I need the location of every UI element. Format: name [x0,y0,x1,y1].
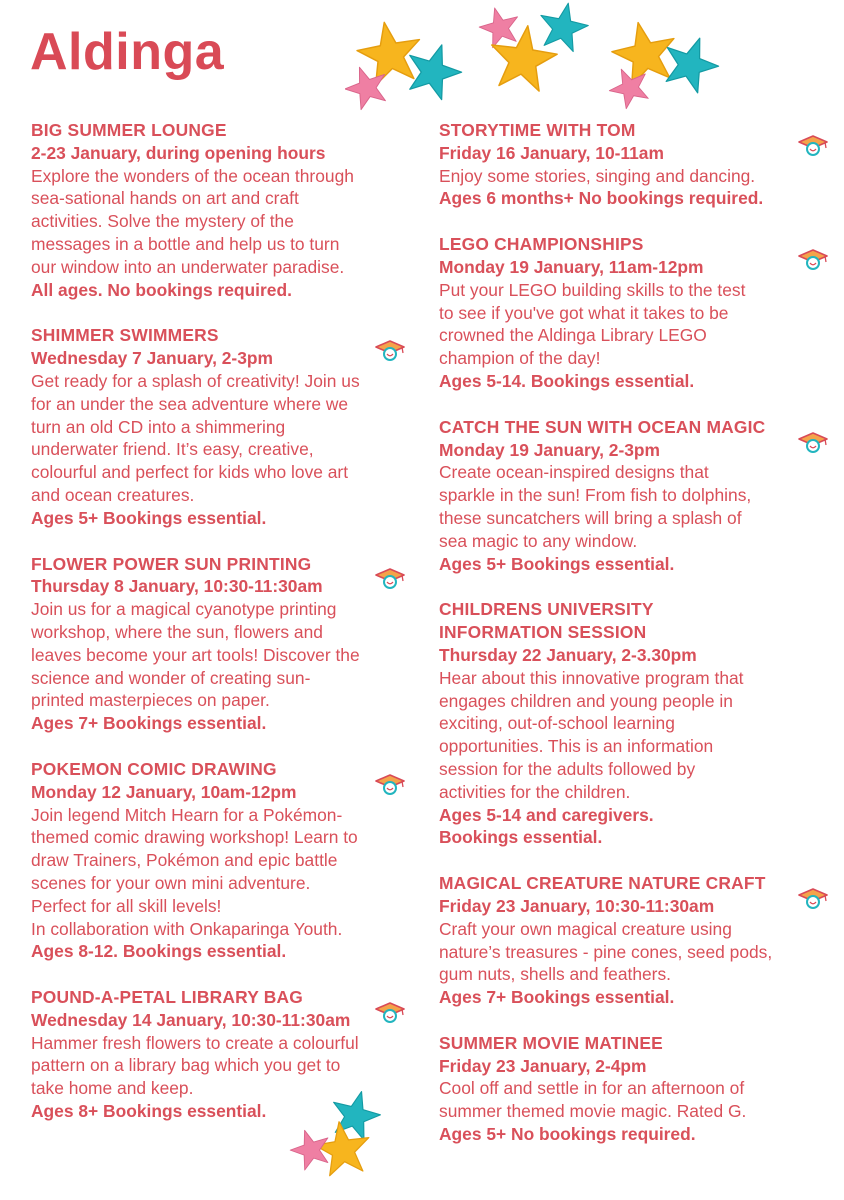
event-date: Friday 16 January, 10-11am [439,142,664,163]
event-catch-the-sun-with-ocean-magic [439,416,829,576]
event-description: Join us for a magical cyanotype printing [31,599,337,620]
event-description: In collaboration with Onkaparinga Youth. [31,918,343,939]
event-description: session for the adults followed by [439,758,696,779]
event-lego-championships [439,233,829,393]
event-booking-note: Ages 6 months+ No bookings required. [439,188,764,209]
event-pokemon-comic-drawing [31,758,406,963]
event-description: champion of the day! [439,348,601,369]
event-description: and ocean creatures. [31,484,195,505]
event-date: Wednesday 7 January, 2-3pm [31,348,273,369]
event-date: Monday 19 January, 2-3pm [439,439,660,460]
event-booking-note: Ages 7+ Bookings essential. [31,713,267,734]
event-description: sea magic to any window. [439,530,638,551]
event-description: underwater friend. It’s easy, creative, [31,439,314,460]
event-title: CATCH THE SUN WITH OCEAN MAGIC [439,416,766,437]
event-title: POKEMON COMIC DRAWING [31,758,277,779]
event-description: sparkle in the sun! From fish to dolphins, [439,485,752,506]
event-description: take home and keep. [31,1078,194,1099]
event-description: science and wonder of creating sun- [31,667,311,688]
event-description: Put your LEGO building skills to the test [439,279,746,300]
event-description: messages in a bottle and help us to turn [31,233,340,254]
starfish-icon [476,3,524,50]
event-booking-note: Ages 5-14. Bookings essential. [439,370,695,391]
event-description: exciting, out-of-school learning [439,713,675,734]
event-date: Friday 23 January, 10:30-11:30am [439,895,715,916]
event-shimmer-swimmers [31,324,406,529]
event-description: summer themed movie magic. Rated G. [439,1101,747,1122]
event-description: Explore the wonders of the ocean through [31,165,354,186]
event-description: Hammer fresh flowers to create a colourful [31,1032,359,1053]
event-description: activities. Solve the mystery of the [31,211,294,232]
event-title: INFORMATION SESSION [439,622,647,643]
event-summer-movie-matinee [439,1032,829,1146]
event-description: nature’s treasures - pine cones, seed pods, [439,941,773,962]
graduation-cap-smiley-icon [797,887,829,909]
event-title: CHILDRENS UNIVERSITY [439,599,654,620]
event-description: Get ready for a splash of creativity! Join us [31,370,360,391]
event-date: Friday 23 January, 2-4pm [439,1055,647,1076]
page-title: Aldinga [30,23,225,81]
event-description: draw Trainers, Pokémon and epic battle [31,850,338,871]
graduation-cap-smiley-icon [374,567,406,589]
event-magical-creature-nature-craft [439,872,829,1009]
event-description: sea-sational hands on art and craft [31,188,299,209]
event-booking-note: Ages 5+ No bookings required. [439,1124,696,1145]
event-description: colourful and perfect for kids who love art [31,462,349,483]
event-date: Monday 12 January, 10am-12pm [31,781,297,802]
event-description: Enjoy some stories, singing and dancing. [439,165,756,186]
event-booking-note: Ages 5+ Bookings essential. [31,507,267,528]
event-description: Create ocean-inspired designs that [439,462,709,483]
graduation-cap-smiley-icon [374,339,406,361]
event-description: gum nuts, shells and feathers. [439,964,672,985]
event-description: activities for the children. [439,781,631,802]
left-column [31,119,406,1146]
graduation-cap-smiley-icon [374,773,406,795]
event-title: STORYTIME WITH TOM [439,120,636,140]
event-big-summer-lounge [31,119,406,301]
event-title: SHIMMER SWIMMERS [31,325,219,346]
event-description: Cool off and settle in for an afternoon of [439,1078,745,1099]
event-booking-note: Ages 5-14 and caregivers. [439,804,654,825]
event-description: engages children and young people in [439,690,733,711]
graduation-cap-smiley-icon [374,1001,406,1023]
event-date: Monday 19 January, 11am-12pm [439,256,704,277]
event-title: LEGO CHAMPIONSHIPS [439,234,644,255]
starfish-icon [535,0,592,53]
event-date: Thursday 8 January, 10:30-11:30am [31,576,323,597]
event-description: our window into an underwater paradise. [31,256,345,277]
event-title: FLOWER POWER SUN PRINTING [31,553,312,574]
event-description: Hear about this innovative program that [439,667,744,688]
event-date: 2-23 January, during opening hours [31,142,326,163]
event-description: workshop, where the sun, flowers and [31,621,323,642]
event-booking-note: Ages 8-12. Bookings essential. [31,941,287,962]
event-description: to see if you've got what it takes to be [439,302,729,323]
event-description: printed masterpieces on paper. [31,690,270,711]
event-title: MAGICAL CREATURE NATURE CRAFT [439,873,766,894]
event-childrens-university-information-session [439,598,829,849]
right-column [439,119,829,1169]
event-booking-note: Ages 5+ Bookings essential. [439,553,675,574]
event-description: scenes for your own mini adventure. [31,872,311,893]
event-booking-note: Ages 8+ Bookings essential. [31,1101,267,1122]
event-booking-note: All ages. No bookings required. [31,279,292,300]
event-description: turn an old CD into a shimmering [31,416,286,437]
event-description: crowned the Aldinga Library LEGO [439,325,707,346]
event-date: Thursday 22 January, 2-3.30pm [439,644,697,665]
event-description: leaves become your art tools! Discover the [31,644,360,665]
event-description: these suncatchers will bring a splash of [439,507,742,528]
graduation-cap-smiley-icon [797,134,829,156]
event-title: BIG SUMMER LOUNGE [31,120,227,140]
event-booking-note: Bookings essential. [439,827,603,848]
event-description: opportunities. This is an information [439,736,714,757]
event-pound-a-petal-library-bag [31,986,406,1123]
graduation-cap-smiley-icon [797,248,829,270]
event-description: themed comic drawing workshop! Learn to [31,827,358,848]
event-description: Craft your own magical creature using [439,918,732,939]
event-description: pattern on a library bag which you get to [31,1055,341,1076]
event-date: Wednesday 14 January, 10:30-11:30am [31,1009,351,1030]
event-storytime-with-tom [439,119,829,210]
event-description: for an under the sea adventure where we [31,393,349,414]
event-title: POUND-A-PETAL LIBRARY BAG [31,987,303,1008]
event-title: SUMMER MOVIE MATINEE [439,1032,663,1053]
starfish-icon [656,29,725,97]
event-description: Join legend Mitch Hearn for a Pokémon- [31,804,343,825]
event-booking-note: Ages 7+ Bookings essential. [439,987,675,1008]
event-flower-power-sun-printing [31,553,406,735]
graduation-cap-smiley-icon [797,431,829,453]
event-description: Perfect for all skill levels! [31,895,222,916]
starfish-cluster-top [345,0,725,115]
